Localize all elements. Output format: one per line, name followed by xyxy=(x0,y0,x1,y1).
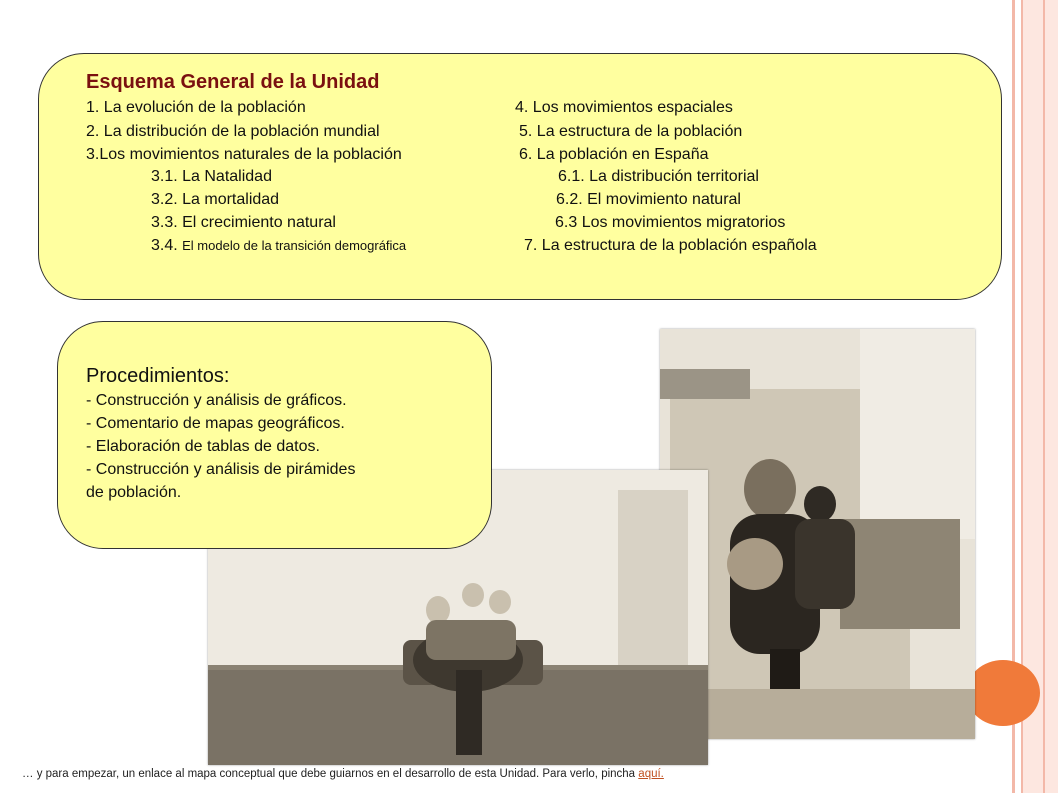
scheme-item: 5. La estructura de la población xyxy=(519,123,743,140)
scheme-item: 3.Los movimientos naturales de la población xyxy=(86,146,402,163)
scheme-item-34-num: 3.4. xyxy=(151,237,178,254)
scheme-item: 2. La distribución de la población mundial xyxy=(86,123,380,140)
scheme-item: 3.3. El crecimiento natural xyxy=(151,214,336,231)
scheme-item-34-text: El modelo de la transición demográfica xyxy=(182,238,407,253)
procedures-title: Procedimientos: xyxy=(86,365,230,387)
footer-note xyxy=(22,768,664,780)
scheme-item: 6.2. El movimiento natural xyxy=(556,191,741,208)
scheme-item: 3.1. La Natalidad xyxy=(151,168,272,185)
scheme-item: 1. La evolución de la población xyxy=(86,99,306,116)
scheme-item: 6.1. La distribución territorial xyxy=(558,168,759,185)
scheme-item: 7. La estructura de la población española xyxy=(524,237,817,254)
procedure-item: - Comentario de mapas geográficos. xyxy=(86,415,345,432)
procedure-item: - Elaboración de tablas de datos. xyxy=(86,438,320,455)
footer-text: … y para empezar, un enlace al mapa conceptual que debe guiarnos en el desarrollo de esta Unidad. Para verlo, pincha xyxy=(22,768,636,780)
scheme-item: 6. La población en España xyxy=(519,146,709,163)
decor-circle xyxy=(966,660,1040,726)
scheme-item-34 xyxy=(151,237,406,255)
procedure-item: - Construcción y análisis de pirámides xyxy=(86,461,356,478)
scheme-item: 6.3 Los movimientos migratorios xyxy=(555,214,786,231)
procedure-item: de población. xyxy=(86,484,182,501)
scheme-item: 4. Los movimientos espaciales xyxy=(515,99,733,116)
decor-stripe xyxy=(1043,0,1045,793)
procedure-item: - Construcción y análisis de gráficos. xyxy=(86,392,347,409)
scheme-item: 3.2. La mortalidad xyxy=(151,191,280,208)
procedures-box xyxy=(57,321,492,549)
concept-map-link[interactable]: aquí. xyxy=(638,768,664,780)
scheme-title: Esquema General de la Unidad xyxy=(86,71,380,93)
